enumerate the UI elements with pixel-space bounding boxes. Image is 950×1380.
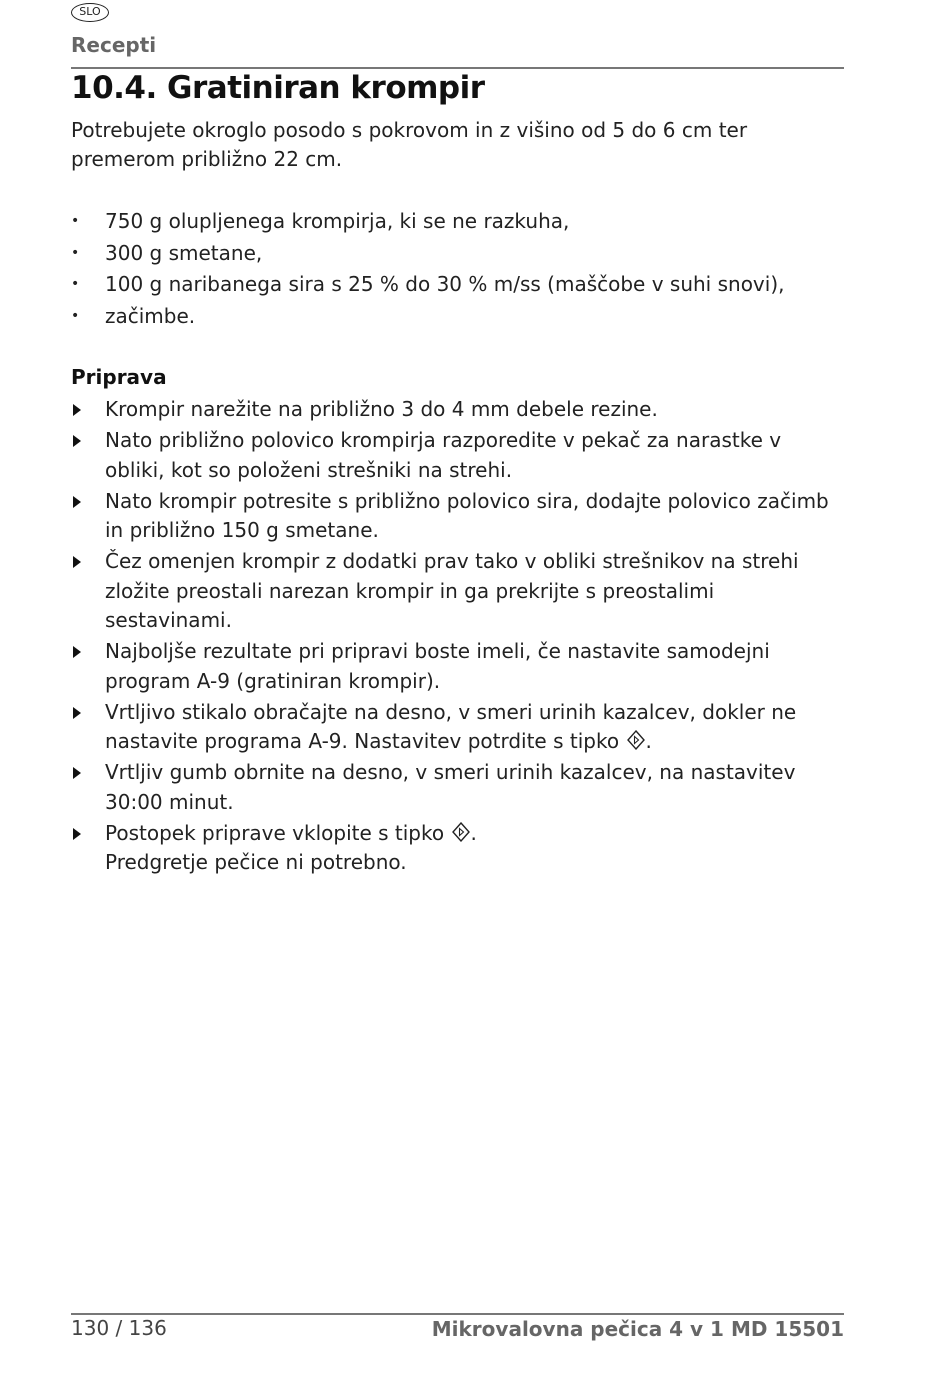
language-badge: SLO xyxy=(71,3,109,22)
footer-divider xyxy=(71,1313,844,1315)
preparation-steps xyxy=(71,395,846,879)
preparation-heading: Priprava xyxy=(71,365,167,389)
triangle-arrow-icon xyxy=(73,404,81,416)
ingredient-item xyxy=(71,206,844,238)
step-item xyxy=(71,698,846,757)
product-name: Mikrovalovna pečica 4 v 1 MD 15501 xyxy=(431,1317,844,1341)
section-label: Recepti xyxy=(71,33,157,57)
triangle-arrow-icon xyxy=(73,556,81,568)
ingredient-item xyxy=(71,269,844,301)
triangle-arrow-icon xyxy=(73,496,81,508)
intro-text: Potrebujete okroglo posodo s pokrovom in z višino od 5 do 6 cm ter premerom približno 22 cm. xyxy=(71,118,748,171)
step-text: Vrtljivo stikalo obračajte na desno, v smeri urinih kazalcev, dokler ne nastavite programa A-9. Nastavitev potrdite s tipko xyxy=(105,699,797,753)
ingredient-text: 300 g smetane, xyxy=(105,240,263,265)
step-item xyxy=(71,547,846,636)
triangle-arrow-icon xyxy=(73,707,81,719)
bullet-icon: • xyxy=(71,244,80,261)
ingredient-list xyxy=(71,206,844,332)
triangle-arrow-icon xyxy=(73,828,81,840)
ingredient-item xyxy=(71,301,844,333)
step-text: Nato krompir potresite s približno polovico sira, dodajte polovico začimb in približno 150 g smetane. xyxy=(105,488,829,542)
step-text: Vrtljiv gumb obrnite na desno, v smeri urinih kazalcev, na nastavitev 30:00 minut. xyxy=(105,760,796,814)
step-item xyxy=(71,487,846,546)
step-text: Najboljše rezultate pri pripravi boste imeli, če nastavite samodejni program A-9 (gratiniran krompir). xyxy=(105,639,770,693)
start-key-icon xyxy=(627,730,645,750)
step-text: Krompir narežite na približno 3 do 4 mm debele rezine. xyxy=(105,397,658,421)
triangle-arrow-icon xyxy=(73,767,81,779)
bullet-icon: • xyxy=(71,213,80,229)
ingredient-text: 100 g naribanega sira s 25 % do 30 % m/ss (maščobe v suhi snovi), xyxy=(105,272,785,296)
step-item xyxy=(71,637,846,696)
start-key-icon xyxy=(452,822,470,842)
bullet-icon: • xyxy=(71,276,80,292)
step-end-period: . xyxy=(470,820,477,845)
step-item xyxy=(71,758,846,817)
step-item xyxy=(71,395,846,425)
header-divider xyxy=(71,67,844,69)
triangle-arrow-icon xyxy=(73,435,81,447)
step-text: Čez omenjen krompir z dodatki prav tako v obliki strešnikov na strehi zložite preostali narezan krompir in ga prekrijte s preostalimi sestavinami. xyxy=(105,549,799,632)
step-text: Postopek priprave vklopite s tipko xyxy=(105,820,445,845)
ingredient-item xyxy=(71,238,844,270)
step-note: Predgretje pečice ni potrebno. xyxy=(105,850,407,874)
step-item xyxy=(71,426,846,485)
page-title: 10.4. Gratiniran krompir xyxy=(71,70,485,106)
ingredient-text: 750 g olupljenega krompirja, ki se ne razkuha, xyxy=(105,209,570,233)
step-text: Nato približno polovico krompirja razporedite v pekač za narastke v obliki, kot so položeni strešniki na strehi. xyxy=(105,428,782,482)
triangle-arrow-icon xyxy=(73,646,81,658)
page-number: 130 / 136 xyxy=(71,1316,167,1340)
step-end-period: . xyxy=(645,729,652,753)
step-item xyxy=(71,819,846,878)
ingredient-text: začimbe. xyxy=(105,303,196,328)
bullet-icon: • xyxy=(71,307,80,324)
